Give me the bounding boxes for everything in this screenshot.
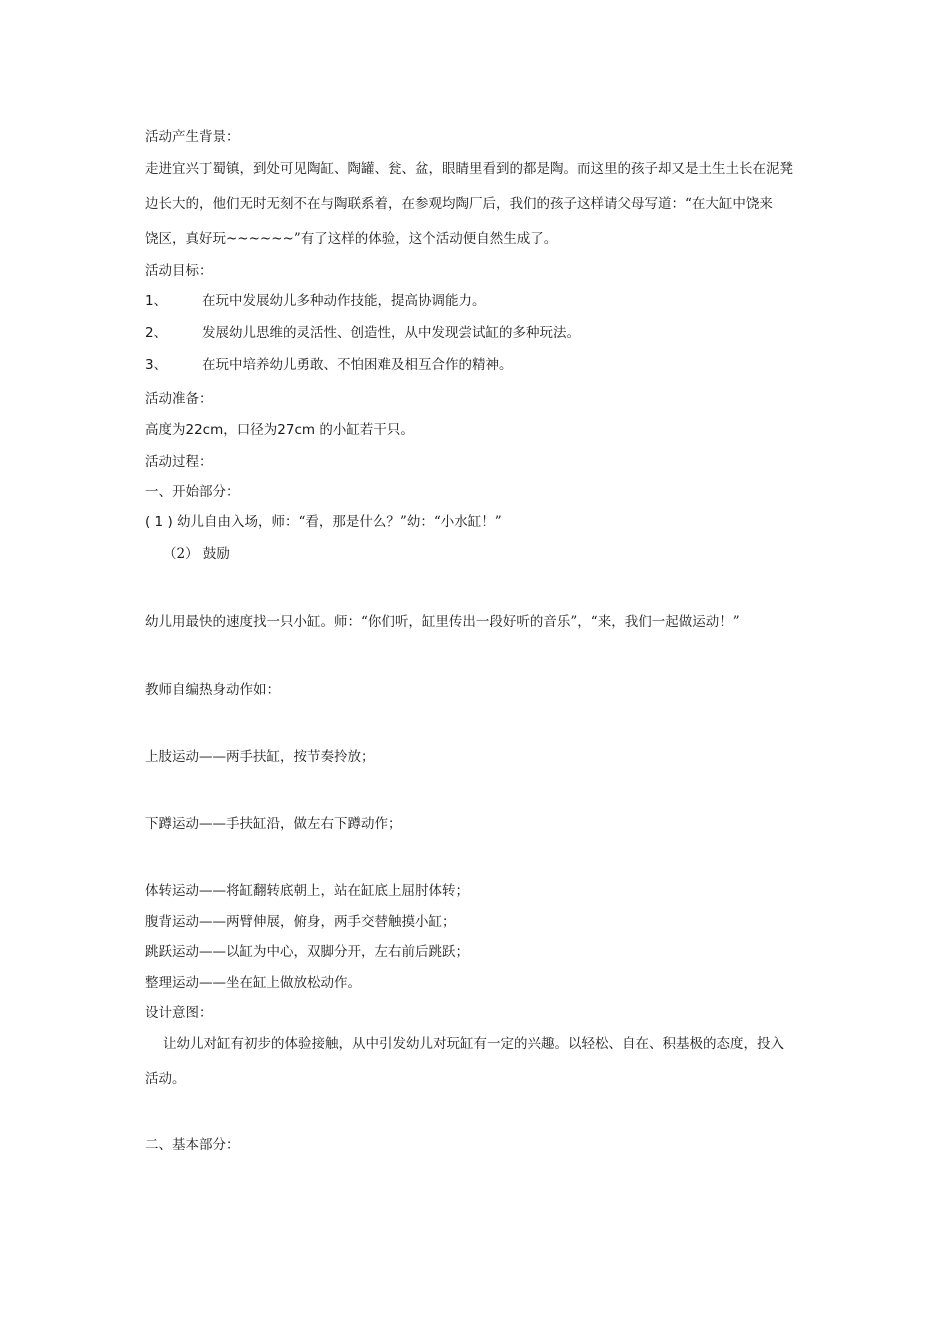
prep-suffix: 的小缸若干只。 <box>319 422 414 438</box>
paragraph-line: 让幼儿对缸有初步的体验接触，从中引发幼儿对玩缸有一定的兴趣。以轻松、自在、积基极的态度，投入 <box>163 1036 784 1052</box>
paragraph-line: 边长大的，他们无时无刻不在与陶联系着，在参观均陶厂后，我们的孩子这样请父母写道：“在大缸中饶来 <box>145 196 773 212</box>
subsection-heading: 一、开始部分： <box>145 484 240 500</box>
paragraph-line: 幼儿用最快的速度找一只小缸。师：“你们听，缸里传出一段好听的音乐”，“来，我们一起做运动！” <box>145 614 740 630</box>
exercise-line: 整理运动——坐在缸上做放松动作。 <box>145 975 361 991</box>
paragraph-line: 走进宜兴丁蜀镇，到处可见陶缸、陶罐、瓮、盆，眼睛里看到的都是陶。而这里的孩子却又是土生土长在泥凳 <box>145 161 793 177</box>
section-heading-goals: 活动目标： <box>145 263 213 279</box>
prep-diameter: 27cm <box>277 422 316 438</box>
goal-text: 在玩中培养幼儿勇敢、不怕困难及相互合作的精神。 <box>202 357 513 373</box>
preparation-text <box>145 421 414 439</box>
paragraph-line: 教师自编热身动作如： <box>145 682 280 698</box>
exercise-line: 下蹲运动——手扶缸沿，做左右下蹲动作； <box>145 816 402 832</box>
section-heading-background: 活动产生背景： <box>145 129 240 145</box>
section-heading-design-intent: 设计意图： <box>145 1005 213 1021</box>
paragraph-line: 饶区，真好玩~~~~~~”有了这样的体验，这个活动便自然生成了。 <box>145 231 558 247</box>
start-item-number: ( 1 ) <box>145 514 173 530</box>
start-item-text: 幼儿自由入场，师：“看，那是什么？”幼：“小水缸！” <box>177 514 502 530</box>
section-heading-preparation: 活动准备： <box>145 391 213 407</box>
goal-text: 在玩中发展幼儿多种动作技能，提高协调能力。 <box>202 293 486 309</box>
prep-mid: ，口径为 <box>223 422 278 438</box>
goal-number: 1、 <box>145 293 168 309</box>
goal-item <box>145 356 513 374</box>
exercise-line: 上肢运动——两手扶缸，按节奏拎放； <box>145 749 375 765</box>
goal-number: 2、 <box>145 325 168 341</box>
section-heading-basic: 二、基本部分： <box>145 1137 240 1153</box>
start-item <box>145 513 502 531</box>
exercise-line: 跳跃运动——以缸为中心，双脚分开，左右前后跳跃； <box>145 944 469 960</box>
exercise-line: 体转运动——将缸翻转底朝上，站在缸底上屈肘体转； <box>145 883 469 899</box>
goal-number: 3、 <box>145 357 168 373</box>
start-item-2: （2） 鼓励 <box>163 546 230 562</box>
prep-height: 22cm <box>185 422 224 438</box>
prep-prefix: 高度为 <box>145 422 186 438</box>
goal-item <box>145 324 580 342</box>
section-heading-process: 活动过程： <box>145 454 213 470</box>
paragraph-line: 活动。 <box>145 1071 186 1087</box>
exercise-line: 腹背运动——两臂伸展，俯身，两手交替触摸小缸； <box>145 914 456 930</box>
goal-item <box>145 292 486 310</box>
goal-text: 发展幼儿思维的灵活性、创造性，从中发现尝试缸的多种玩法。 <box>202 325 580 341</box>
